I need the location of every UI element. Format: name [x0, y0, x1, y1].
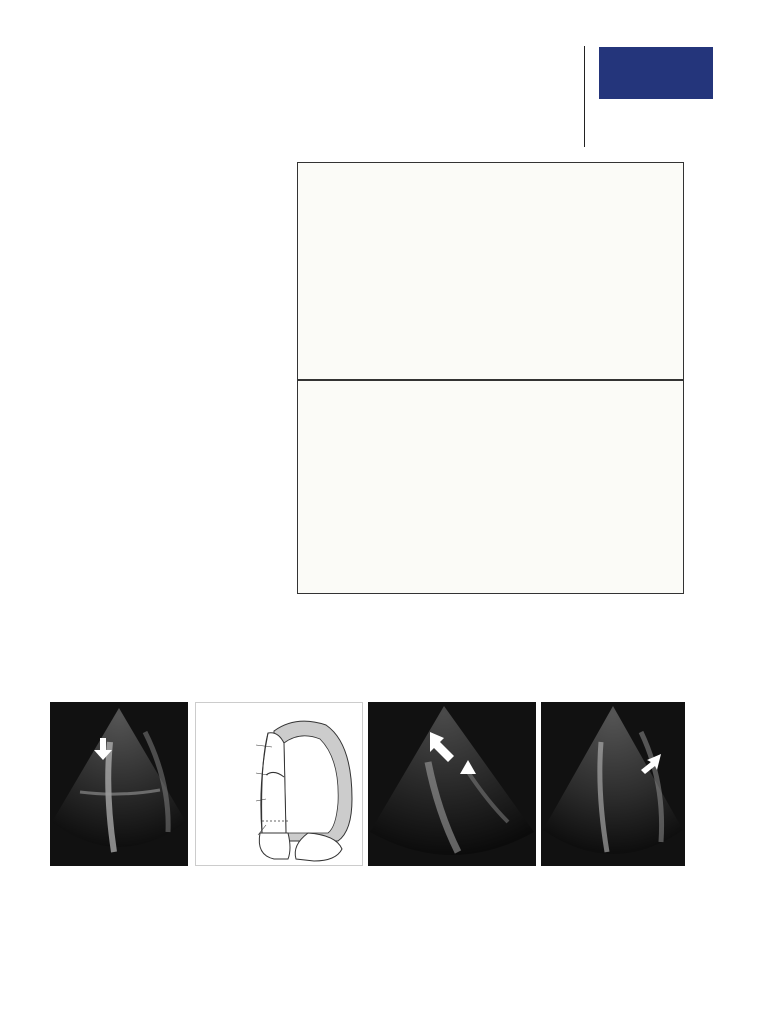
- anatomy-sketch: [196, 703, 364, 867]
- echo-image-a: [50, 702, 188, 866]
- echo-image-c: [368, 702, 536, 866]
- section-badge: [599, 47, 713, 99]
- anatomy-sketch-panel: [195, 702, 363, 866]
- ecg-pre-ablation: [297, 162, 684, 380]
- echo-panel-d: [541, 702, 685, 866]
- ecg-post-ablation: [297, 380, 684, 594]
- ecg-top-trace: [298, 163, 683, 379]
- echo-panel-c: [368, 702, 536, 866]
- ecg-bottom-trace: [298, 381, 683, 593]
- echo-image-d: [541, 702, 685, 866]
- header-divider: [584, 46, 585, 147]
- echo-panel-a: [50, 702, 188, 866]
